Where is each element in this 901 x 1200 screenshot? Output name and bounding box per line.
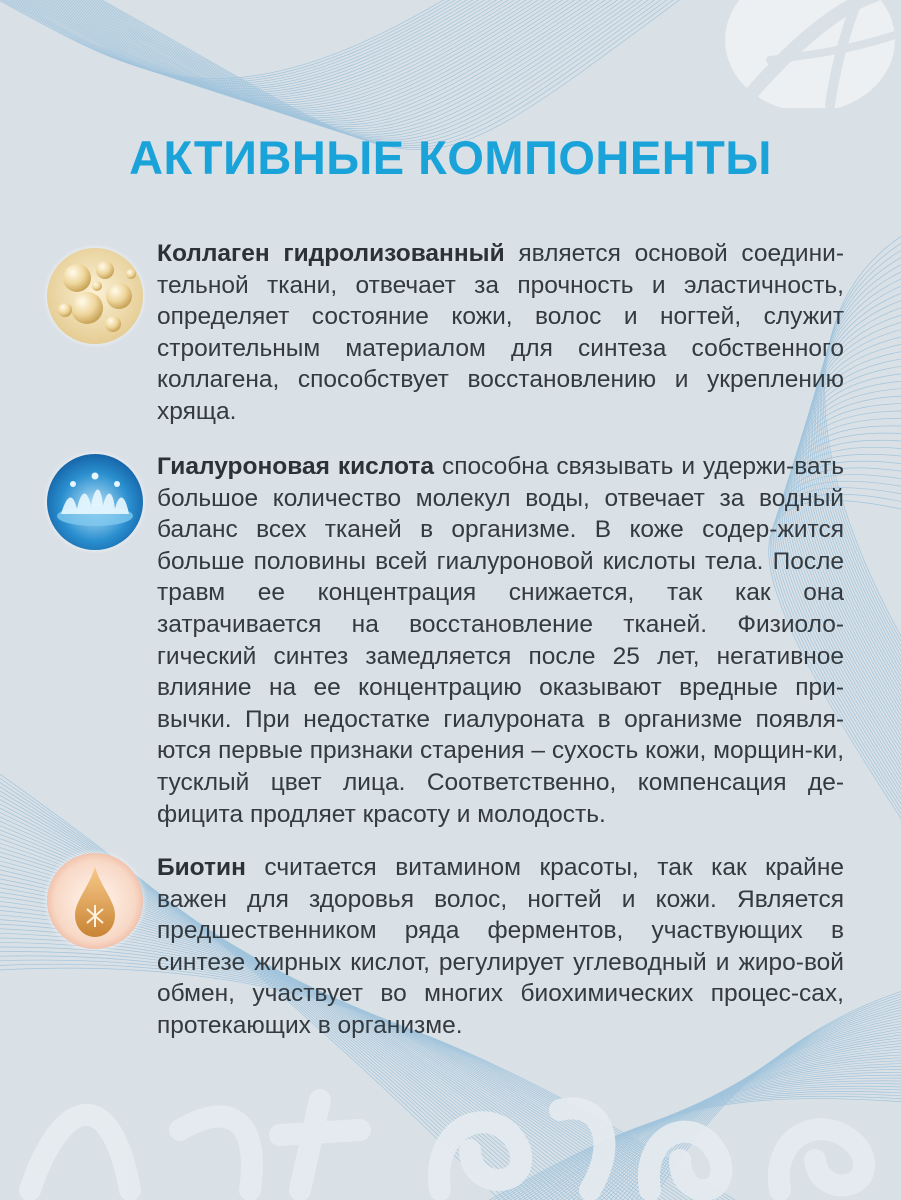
brand-logo-icon — [710, 0, 901, 108]
ingredient-description — [157, 238, 844, 428]
ingredient-term: Коллаген гидролизованный — [157, 240, 505, 267]
page-title: АКТИВНЫЕ КОМПОНЕНТЫ — [129, 131, 772, 184]
water-splash-icon — [47, 454, 143, 550]
ingredient-body: является основой соедини-тельной ткани, отвечает за прочность и эластичность, определяет состояние кожи, волос и ногтей, служит строительным материалом для синтеза собственного коллагена, способствует восстановлению и укреплению хряща. — [157, 240, 844, 425]
ingredient-term: Биотин — [157, 854, 246, 881]
ingredient-body: способна связывать и удержи-вать большое количество молекул воды, отвечает за водный баланс всех тканей в организме. В коже содер-жится больше половины всей гиалуроновой кислоты тела. После травм ее концентрация снижается, так как она затрачивается на восстановление тканей. Физиоло-гический синтез замедляется после 25 лет, негативное влияние на ее концентрацию оказывают вредные при-вычки. При недостатке гиалуроната в организме появля-ются первые признаки старения – сухость кожи, морщин-ки, тусклый цвет лица. Соответственно, компенсация де-фицита продляет красоту и молодость. — [157, 453, 845, 828]
ingredient-term: Гиалуроновая кислота — [157, 453, 435, 480]
brand-watermark — [0, 1040, 901, 1200]
biotin-drop-icon — [47, 853, 143, 949]
ingredient-description — [157, 852, 844, 1042]
ingredient-body: считается витамином красоты, так как крайне важен для здоровья волос, ногтей и кожи. Является предшественником ряда ферментов, участвующих в синтезе жирных кислот, регулирует углеводный и жиро-вой обмен, участвует во многих биохимических процес-сах, протекающих в организме. — [157, 854, 844, 1039]
collagen-bubbles-icon — [47, 248, 143, 344]
ingredient-description — [157, 451, 844, 830]
